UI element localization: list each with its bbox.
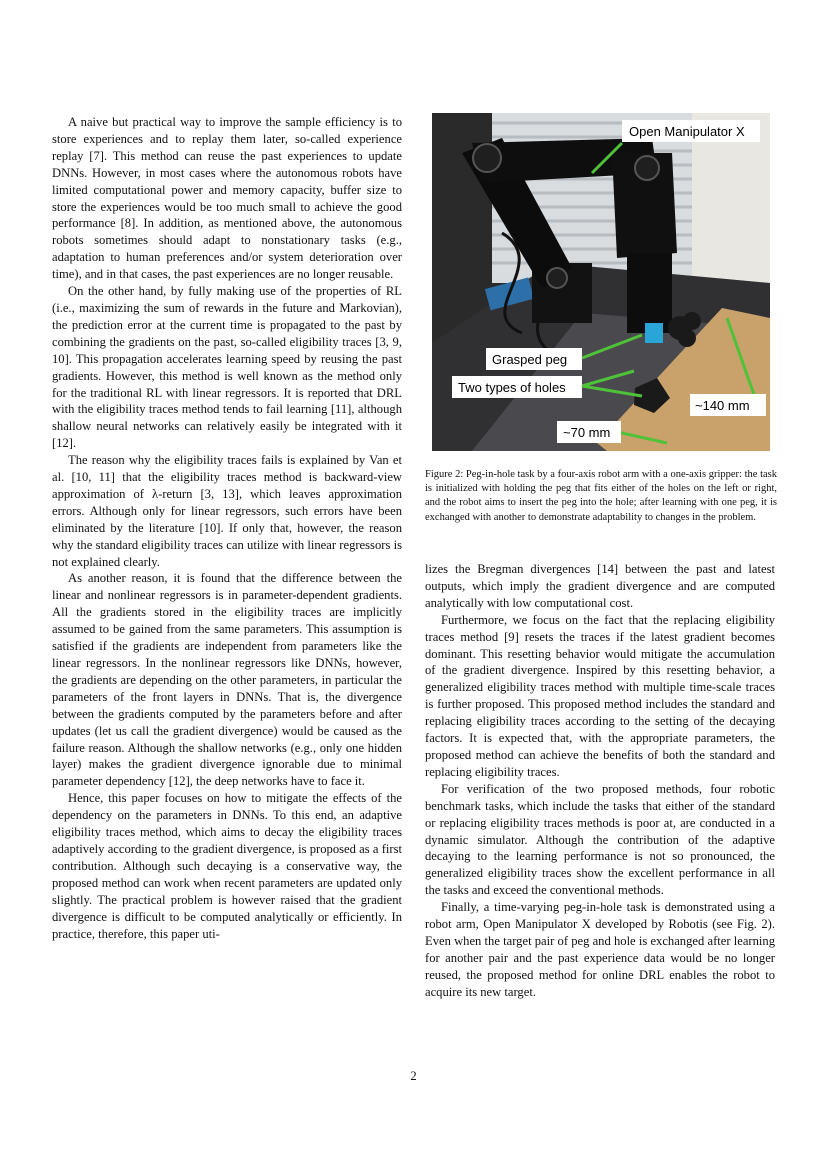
figure-caption: Figure 2: Peg-in-hole task by a four-axis robot arm with a one-axis gripper: the task is initialized with holding the peg that fits either of the holes on the left or right, and the robot aims to insert the peg into the hole; after learning with one peg, it is exchanged with another to demonstrate adaptability to changes in the problem. — [425, 469, 777, 523]
peg-label: Grasped peg — [492, 352, 568, 367]
paragraph: For verification of the two proposed methods, four robotic benchmark tasks, which include the tasks that either of the standard or replacing eligibility traces methods is poor at, are conducted in a dynamic simulator. Although the contribution of the adaptive decaying to the learning performance is not so pronounced, the generalized eligibility traces show the excellent performance in all the tasks and exceed the conventional methods. — [425, 781, 775, 898]
paragraph: The reason why the eligibility traces fails is explained by Van et al. [10, 11] that the eligibility traces method is backward-view approximation of λ-return [3, 13], which leaves approximation errors. Although only for linear regressors, such errors have been eliminated by the literature [10]. If only that, however, the reason why the standard eligibility traces can utilize with linear regressors is not explained clearly. — [52, 453, 402, 569]
paragraph: A naive but practical way to improve the sample efficiency is to store experiences and to replay them later, so-called experience replay [7]. This method can reuse the past experiences to update DNNs. However, in most cases where the autonomous robots have limited computational power and memory capacity, buffer size to store the experiences would be too much small to achieve the good performance [8]. In addition, as mentioned above, the autonomous robots sometimes should adapt to nonstationary tasks (e.g., adaptation to human preferences and/or system deterioration over time), and in that cases, the past experiences are no longer reusable. — [52, 115, 402, 282]
robot-photo-figure — [432, 113, 770, 451]
length-label: ~140 mm — [695, 398, 750, 413]
page-number: 2 — [410, 1069, 417, 1083]
width-label: ~70 mm — [563, 425, 611, 440]
manipulator-label: Open Manipulator X — [629, 124, 745, 139]
left-text-column — [52, 114, 402, 942]
paragraph: As another reason, it is found that the difference between the linear and nonlinear regressors is in parameter-dependent gradients. All the gradients stored in the eligibility traces are implicitly assumed to be gained from the same parameters. This assumption is satisfied if the gradients are independent from parameters like the linear regressors. In the nonlinear regressors like DNNs, however, the gradients are depending on the other parameters, in particular the parameters of the front layers in DNNs. That is, the divergence between the gradients computed by the parameters before and after updates (let us call the gradient divergence) would be caused as the failure reason. Although the shallow networks (e.g., only one hidden layer) makes the gradient divergence ignorable due to minimal parameter dependency [12], the deep networks have to face it. — [52, 571, 402, 789]
paragraph: On the other hand, by fully making use of the properties of RL (i.e., maximizing the sum of rewards in the future and Markovian), the prediction error at the current time is propagated to the past by combining the gradients on the past, so-called eligibility traces [3, 9, 10]. This propagation accelerates learning speed by reusing the past gradients. However, this method is well known as the method only for the traditional RL with linear regressors. It is reported that DRL with the eligibility traces method tends to fail learning [11], although shallow neural networks can relatively easily be integrated with it [12]. — [52, 284, 402, 451]
holes-label: Two types of holes — [458, 380, 566, 395]
right-text-column — [425, 561, 775, 1001]
paragraph: Hence, this paper focuses on how to mitigate the effects of the dependency on the parameters in DNNs. To this end, an adaptive eligibility traces method, which aims to decay the eligibility traces adaptively according to the gradient divergence, is proposed as a first contribution. Although such decaying is a conservative way, the proposed method can work when recent parameters are updated only slightly. The practical problem is however raised that the gradient divergence is difficult to be computed analytically or efficiently. In practice, therefore, this paper uti- — [52, 791, 402, 941]
robot-photo — [432, 113, 770, 451]
paragraph: Finally, a time-varying peg-in-hole task is demonstrated using a robot arm, Open Manipulator X developed by Robotis (see Fig. 2). Even when the target pair of peg and hole is exchanged after learning for another pair and the past experience data would be no longer reused, the proposed method for online DRL enables the robot to acquire its new target. — [425, 900, 775, 999]
paragraph-continued: lizes the Bregman divergences [14] between the past and latest outputs, which imply the gradient divergence and are computed analytically with low computational cost. — [425, 562, 775, 610]
paragraph: Furthermore, we focus on the fact that the replacing eligibility traces method [9] resets the traces if the latest gradient becomes dominant. This resetting behavior would mitigate the accumulation of the gradient divergence. Inspired by this resetting behavior, a generalized eligibility traces method with multiple time-scale traces is further proposed. This proposed method includes the standard and replacing eligibility traces according to the setting of the decaying factors. It is expected that, with the appropriate parameters, the proposed method can achieve the benefits of both the standard and replacing eligibility traces. — [425, 612, 775, 779]
